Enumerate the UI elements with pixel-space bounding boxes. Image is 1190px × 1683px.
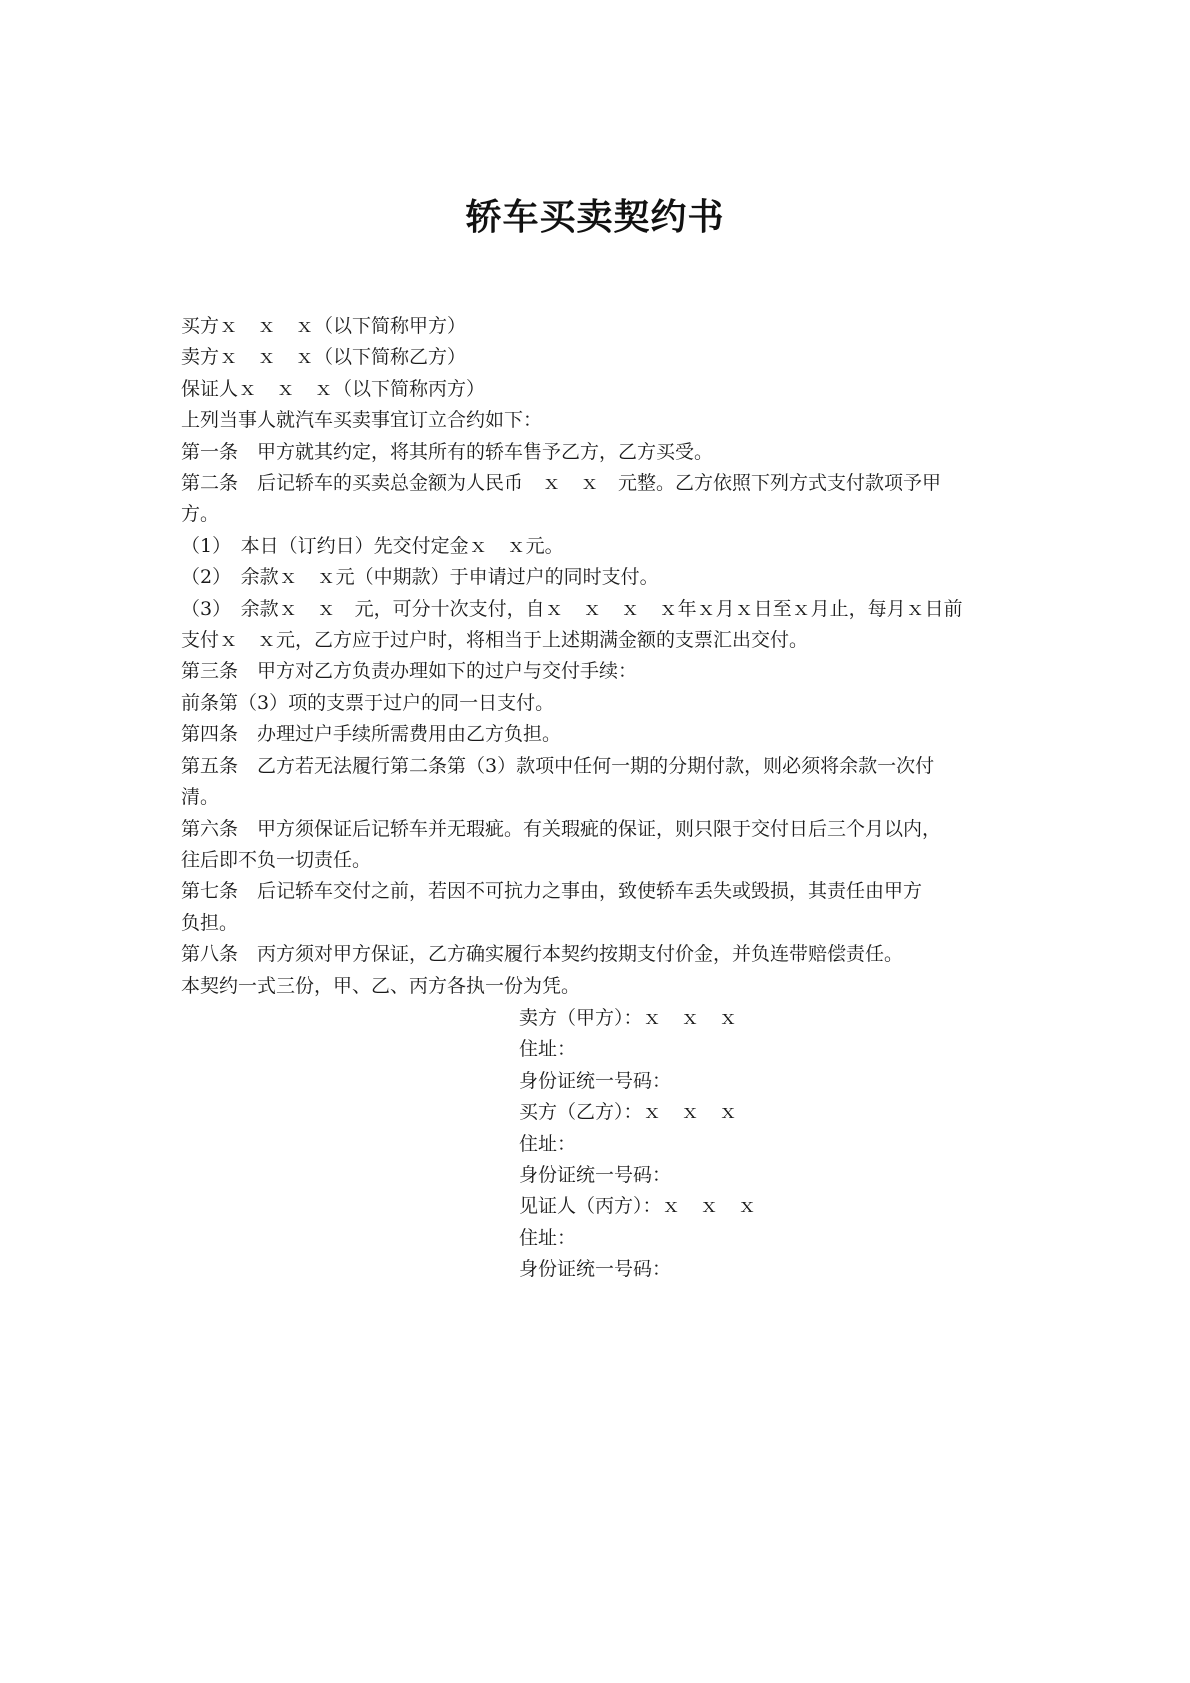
article-5-line-2: 清。 (181, 786, 220, 809)
article-8: 第八条 丙方须对甲方保证，乙方确实履行本契约按期支付价金，并负连带赔偿责任。 (181, 943, 904, 966)
article-4: 第四条 办理过户手续所需费用由乙方负担。 (181, 723, 562, 746)
seller-signature-name: 卖方（甲方）：ｘ ｘ ｘ (519, 1007, 738, 1029)
article-3-detail: 前条第（3）项的支票于过户的同一日支付。 (181, 691, 555, 714)
article-6-line-1: 第六条 甲方须保证后记轿车并无瑕疵。有关瑕疵的保证，则只限于交付日后三个月以内， (181, 817, 942, 840)
article-1: 第一条 甲方就其约定，将其所有的轿车售予乙方，乙方买受。 (181, 440, 714, 463)
article-5-line-1: 第五条 乙方若无法履行第二条第（3）款项中任何一期的分期付款，则必须将余款一次付 (181, 754, 935, 777)
witness-signature-name: 见证人（丙方）：ｘ ｘ ｘ (519, 1195, 757, 1218)
witness-id-number: 身份证统一号码： (519, 1258, 672, 1281)
party-buyer: 买方ｘ ｘ ｘ（以下简称甲方） (181, 315, 467, 337)
article-7-line-2: 负担。 (181, 911, 239, 934)
article-2-item-1: （1） 本日（订约日）先交付定金ｘ ｘ元。 (181, 534, 564, 557)
contract-body (181, 311, 1016, 1002)
seller-id-number: 身份证统一号码： (519, 1069, 672, 1092)
contract-intro: 上列当事人就汽车买卖事宜订立合约如下： (181, 409, 543, 432)
signature-block (519, 1003, 939, 1286)
seller-address: 住址： (519, 1038, 577, 1061)
party-guarantor: 保证人ｘ ｘ ｘ（以下简称丙方） (181, 377, 486, 400)
buyer-address: 住址： (519, 1132, 577, 1155)
article-2-item-3-line-1: （3） 余款ｘ ｘ 元，可分十次支付，自ｘ ｘ ｘ ｘ年ｘ月ｘ日至ｘ月止，每月ｘ日前 (181, 597, 963, 620)
witness-address: 住址： (519, 1226, 577, 1249)
article-2-item-3-line-2: 支付ｘ ｘ元，乙方应于过户时，将相当于上述期满金额的支票汇出交付。 (181, 629, 809, 652)
buyer-signature-name: 买方（乙方）：ｘ ｘ ｘ (519, 1101, 738, 1124)
article-7-line-1: 第七条 后记轿车交付之前，若因不可抗力之事由，致使轿车丢失或毁损，其责任由甲方 (181, 880, 923, 903)
article-2-item-2: （2） 余款ｘ ｘ元（中期款）于申请过户的同时支付。 (181, 566, 659, 589)
article-2-line-1: 第二条 后记轿车的买卖总金额为人民币 ｘ ｘ 元整。乙方依照下列方式支付款项予甲 (181, 472, 942, 495)
article-3: 第三条 甲方对乙方负责办理如下的过户与交付手续： (181, 660, 638, 683)
document-title: 轿车买卖契约书 (465, 196, 725, 238)
buyer-id-number: 身份证统一号码： (519, 1164, 672, 1187)
article-2-line-2: 方。 (181, 503, 220, 526)
party-seller: 卖方ｘ ｘ ｘ（以下简称乙方） (181, 346, 467, 369)
article-6-line-2: 往后即不负一切责任。 (181, 848, 372, 871)
contract-closing: 本契约一式三份，甲、乙、丙方各执一份为凭。 (181, 974, 581, 997)
